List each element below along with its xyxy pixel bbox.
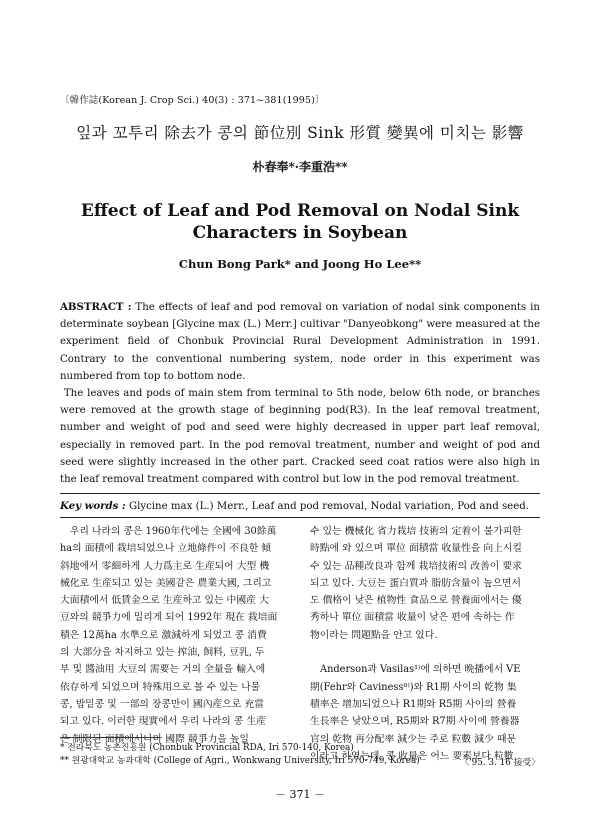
paragraph-gap: [310, 644, 540, 661]
page-number: － 371 －: [275, 788, 325, 801]
body-text-line: 되고 있다. 이러한 現實에서 우리 나라의 콩 生産: [60, 716, 267, 728]
footnote-affiliation-2: ** 원광대학교 농과대학 (College of Agri., Wonkwang University, Iri 570-749, Korea): [60, 756, 420, 766]
body-text-line: 物이라는 問題點을 안고 있다.: [310, 629, 438, 641]
body-text-line: 積은 12萬ha 水準으로 激減하게 되었고 콩 消費: [60, 629, 267, 641]
body-text-line: 械化로 生産되고 있는 美國같은 農業大國, 그리고: [60, 577, 272, 589]
received-date: 〈'95. 3. 16 接受〉: [460, 758, 540, 768]
body-text-line: 수 있는 品種改良과 함께 栽培技術의 改善이 要求: [310, 560, 522, 572]
english-authors: Chun Bong Park* and Joong Ho Lee**: [178, 257, 422, 271]
body-text-line: ha의 面積에 栽培되었으나 立地條件이 不良한 傾: [60, 543, 272, 555]
body-text-line: 부 및 醬油用 大豆의 需要는 거의 全量을 輸入에: [60, 664, 266, 676]
keywords-label: Key words :: [60, 500, 126, 512]
body-text-line: 우리 나라의 콩은 1960年代에는 全國에 30餘萬: [70, 526, 277, 537]
divider-top: [60, 493, 540, 494]
body-text-line: 의 大部分을 차지하고 있는 搾油, 飼料, 豆乳, 두: [60, 647, 265, 659]
abstract-text-2: The leaves and pods of main stem from terminal to 5th node, below 6th node, or branches were removed at the growth stage of beginning pod(R3). In the leaf removal treatment, number and weight of pod and seed were highly decreased in upper part leaf removal, especially in removed part. In the pod removal treatment, number and weight of pod and seed were slightly increased in the other part. Cracked seed coat ratios were also high in the leaf removal treatment compared with control but low in the pod removal treatment.: [60, 388, 540, 486]
body-text-line: 期(Fehr와 Caviness⁸⁾)와 R1期 사이의 乾物 集: [310, 681, 517, 693]
body-text-line: 大面積에서 低賃金으로 生産하고 있는 中國産 大: [60, 595, 269, 607]
body-text-line: 秀하나 單位 面積當 收量이 낮은 편에 속하는 作: [310, 612, 515, 624]
body-text-line: 은 制限된 面積에서나마 國際 競爭力을 높일: [60, 733, 249, 745]
body-text-line: 되고 있다. 大豆는 蛋白質과 脂肪含量이 높으면서: [310, 577, 521, 589]
body-text-line: 수 있는 機械化 省力栽培 技術의 定着이 불가피한: [310, 526, 522, 537]
abstract-paragraph-2: [60, 385, 540, 488]
body-text-line: 生長率은 낮았으며, R5期와 R7期 사이에 營養器: [310, 716, 520, 728]
body-text-line: 依存하게 되었으며 特殊用으로 볼 수 있는 나물: [60, 681, 261, 693]
body-text-line: 斜地에서 零細하게 人力爲主로 生産되어 大型 機: [60, 560, 270, 572]
korean-authors: 朴春奉*·李重浩**: [252, 160, 348, 174]
divider-bottom: [60, 517, 540, 518]
body-text-line: 時點에 와 있으며 單位 面積當 收量性을 向上시킬: [310, 543, 522, 555]
abstract-paragraph-1: [60, 299, 540, 385]
body-text-line: 도 價格이 낮은 植物性 食品으로 營養面에서는 優: [310, 595, 522, 607]
footnote-affiliation-1: * 전라북도 농촌진흥원 (Chonbuk Provincial RDA, Iri 570-140, Korea): [60, 743, 354, 753]
keywords: [60, 498, 540, 515]
body-right-paragraph-1: [310, 523, 540, 644]
body-text-line: Anderson과 Vasilas¹⁾에 의하면 晩播에서 VE: [320, 664, 521, 676]
english-title: Effect of Leaf and Pod Removal on Nodal Sink Characters in Soybean: [80, 201, 520, 243]
body-right-column: [310, 523, 540, 765]
korean-title: 잎과 꼬투리 除去가 콩의 節位別 Sink 形質 變異에 미치는 影響: [76, 124, 524, 142]
journal-reference: 〔韓作誌(Korean J. Crop Sci.) 40(3) : 371~381(1995)〕: [60, 95, 325, 106]
keywords-text: Glycine max (L.) Merr., Leaf and pod removal, Nodal variation, Pod and seed.: [128, 501, 529, 512]
abstract-label: ABSTRACT :: [60, 301, 132, 313]
body-text-line: 이라고 하였는데, 콩 收量은 어느 要素보다 粒數: [310, 750, 514, 762]
footnote-divider: [60, 737, 160, 738]
abstract: [60, 299, 540, 488]
abstract-text-1: The effects of leaf and pod removal on variation of nodal sink components in determinate soybean [Glycine max (L.) Merr.] cultivar "Danyeobkong" were measured at the experiment field of Chonbuk Provincial Rural Development Administration in 1991. Contrary to the conventional numbering system, node order in this experiment was numbered from top to bottom node.: [60, 302, 540, 382]
body-text-line: 官의 乾物 再分配率 減少는 주로 粒數 減少 때문: [310, 733, 516, 745]
body-left-column: [60, 523, 290, 748]
body-text-line: 積率은 增加되었으나 R1期와 R5期 사이의 營養: [310, 698, 517, 710]
body-text-line: 콩, 밥밑콩 및 一部의 장콩만이 國內産으로 充當: [60, 698, 264, 710]
body-text-line: 豆와의 競爭力에 밀리게 되어 1992年 現在 栽培面: [60, 612, 278, 624]
